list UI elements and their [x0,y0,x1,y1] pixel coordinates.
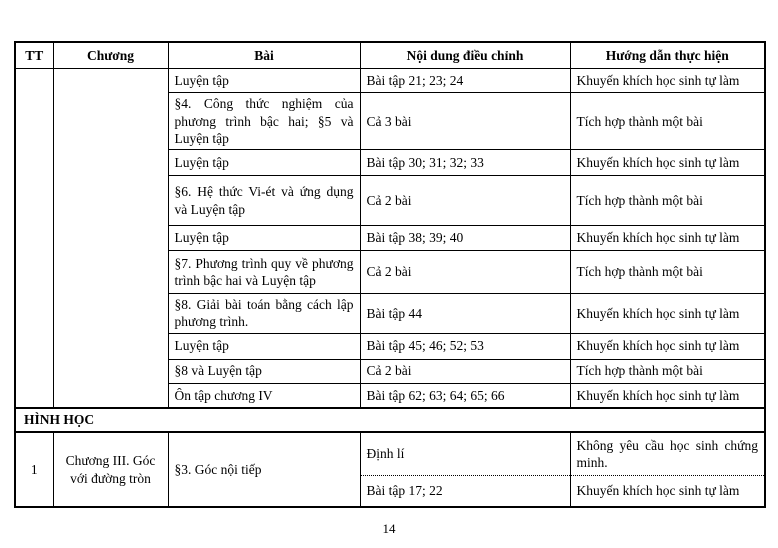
cell-huong-dan: Tích hợp thành một bài [570,176,765,226]
header-tt: TT [15,42,53,69]
cell-noi-dung: Bài tập 21; 23; 24 [360,69,570,93]
cell-huong-dan: Tích hợp thành một bài [570,251,765,294]
cell-noi-dung: Bài tập 45; 46; 52; 53 [360,333,570,359]
cell-huong-dan: Khuyến khích học sinh tự làm [570,294,765,334]
cell-bai: §7. Phương trình quy về phương trình bậc hai và Luyện tập [168,251,360,294]
cell-chuong-empty [53,69,168,408]
cell-bai: §4. Công thức nghiệm của phương trình bậc hai; §5 và Luyện tập [168,93,360,150]
table-row [15,69,765,93]
cell-bai: §8. Giải bài toán bằng cách lập phương trình. [168,294,360,334]
table-row [15,432,765,475]
header-row [15,42,765,69]
section-row-hinh-hoc [15,408,765,432]
cell-huong-dan: Khuyến khích học sinh tự làm [570,383,765,408]
cell-noi-dung: Bài tập 62; 63; 64; 65; 66 [360,383,570,408]
cell-huong-dan: Khuyến khích học sinh tự làm [570,150,765,176]
cell-noi-dung: Bài tập 30; 31; 32; 33 [360,150,570,176]
cell-noi-dung: Bài tập 44 [360,294,570,334]
curriculum-adjustment-table [14,41,766,508]
cell-tt-empty [15,69,53,408]
header-huong-dan: Hướng dẫn thực hiện [570,42,765,69]
cell-noi-dung: Cả 3 bài [360,93,570,150]
header-bai: Bài [168,42,360,69]
cell-noi-dung: Bài tập 17; 22 [360,475,570,507]
cell-bai: Luyện tập [168,226,360,251]
cell-noi-dung: Cả 2 bài [360,359,570,383]
cell-noi-dung: Định lí [360,432,570,475]
cell-huong-dan: Khuyến khích học sinh tự làm [570,475,765,507]
cell-noi-dung: Bài tập 38; 39; 40 [360,226,570,251]
cell-bai: §6. Hệ thức Vi-ét và ứng dụng và Luyện tập [168,176,360,226]
cell-bai: §3. Góc nội tiếp [168,432,360,507]
cell-huong-dan: Khuyến khích học sinh tự làm [570,333,765,359]
cell-chuong: Chương III. Góc với đường tròn [53,432,168,507]
cell-bai: Luyện tập [168,333,360,359]
section-title: HÌNH HỌC [15,408,765,432]
cell-tt: 1 [15,432,53,507]
cell-noi-dung: Cả 2 bài [360,251,570,294]
cell-bai: Luyện tập [168,69,360,93]
cell-huong-dan: Khuyến khích học sinh tự làm [570,226,765,251]
page-number: 14 [382,521,396,536]
cell-bai: Luyện tập [168,150,360,176]
cell-huong-dan: Tích hợp thành một bài [570,93,765,150]
cell-huong-dan: Tích hợp thành một bài [570,359,765,383]
cell-huong-dan: Khuyến khích học sinh tự làm [570,69,765,93]
cell-noi-dung: Cả 2 bài [360,176,570,226]
header-noi-dung: Nội dung điều chỉnh [360,42,570,69]
cell-bai: §8 và Luyện tập [168,359,360,383]
cell-huong-dan: Không yêu cầu học sinh chứng minh. [570,432,765,475]
cell-bai: Ôn tập chương IV [168,383,360,408]
header-chuong: Chương [53,42,168,69]
